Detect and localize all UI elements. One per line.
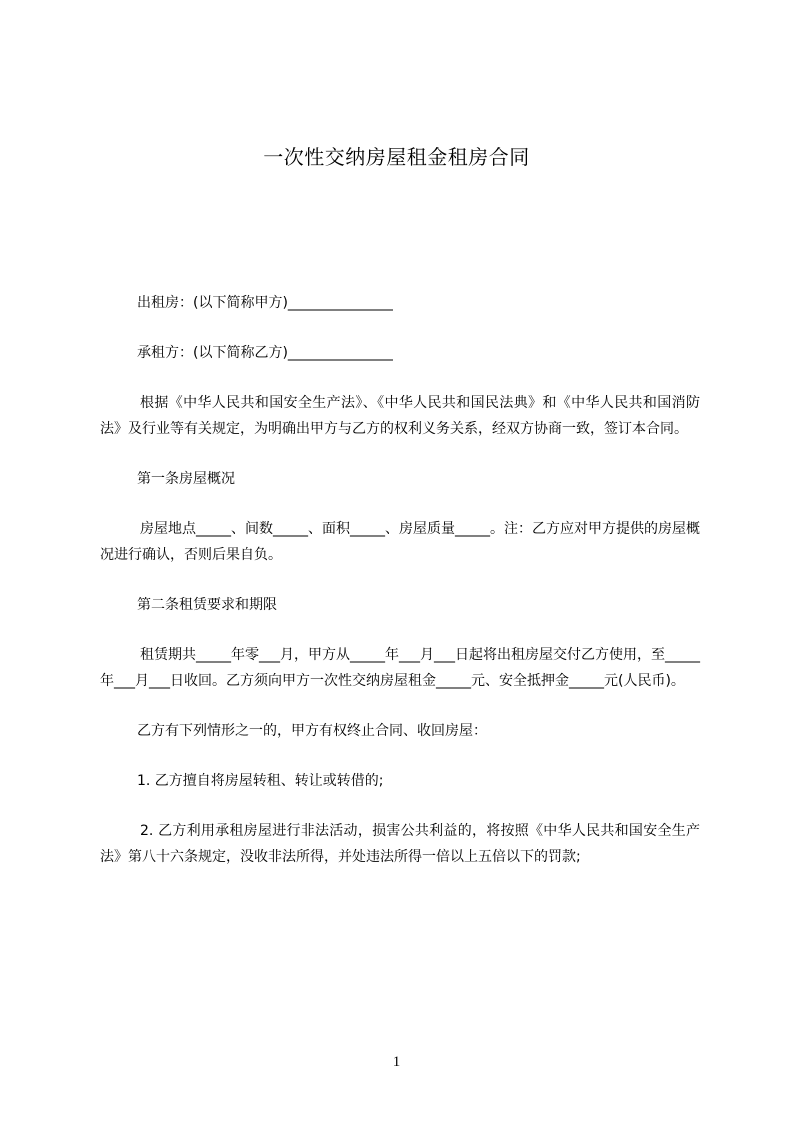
list-item-1: 1. 乙方擅自将房屋转租、转让或转借的; <box>137 773 384 789</box>
document-body <box>100 290 700 894</box>
paragraph-lessee: 承租方：(以下简称乙方)_______________ <box>137 345 393 361</box>
section-heading-1: 第一条房屋概况 <box>137 471 235 487</box>
paragraph-house-overview: 房屋地点_____、间数_____、面积_____、房屋质量_____。注：乙方应对甲方提供的房屋概况进行确认，否则后果自负。 <box>100 521 700 563</box>
page-number: 1 <box>392 1054 401 1070</box>
section-heading-2: 第二条租赁要求和期限 <box>137 597 277 613</box>
document-title: 一次性交纳房屋租金租房合同 <box>263 145 530 169</box>
paragraph-termination-intro: 乙方有下列情形之一的，甲方有权终止合同、收回房屋： <box>137 723 487 739</box>
paragraph-preamble: 根据《中华人民共和国安全生产法》、《中华人民共和国民法典》和《中华人民共和国消防法》及行业等有关规定，为明确出甲方与乙方的权利义务关系，经双方协商一致，签订本合同。 <box>100 395 700 437</box>
paragraph-lessor: 出租房：(以下简称甲方)_______________ <box>137 295 393 311</box>
list-item-2: 2. 乙方利用承租房屋进行非法活动，损害公共利益的，将按照《中华人民共和国安全生产法》第八十六条规定，没收非法所得，并处违法所得一倍以上五倍以下的罚款; <box>100 823 700 865</box>
paragraph-lease-term: 租赁期共_____年零___月，甲方从_____年___月___日起将出租房屋交付乙方使用，至_____年___月___日收回。乙方须向甲方一次性交纳房屋租金_____元、安全抵押金_____元(人民币)。 <box>100 647 700 689</box>
